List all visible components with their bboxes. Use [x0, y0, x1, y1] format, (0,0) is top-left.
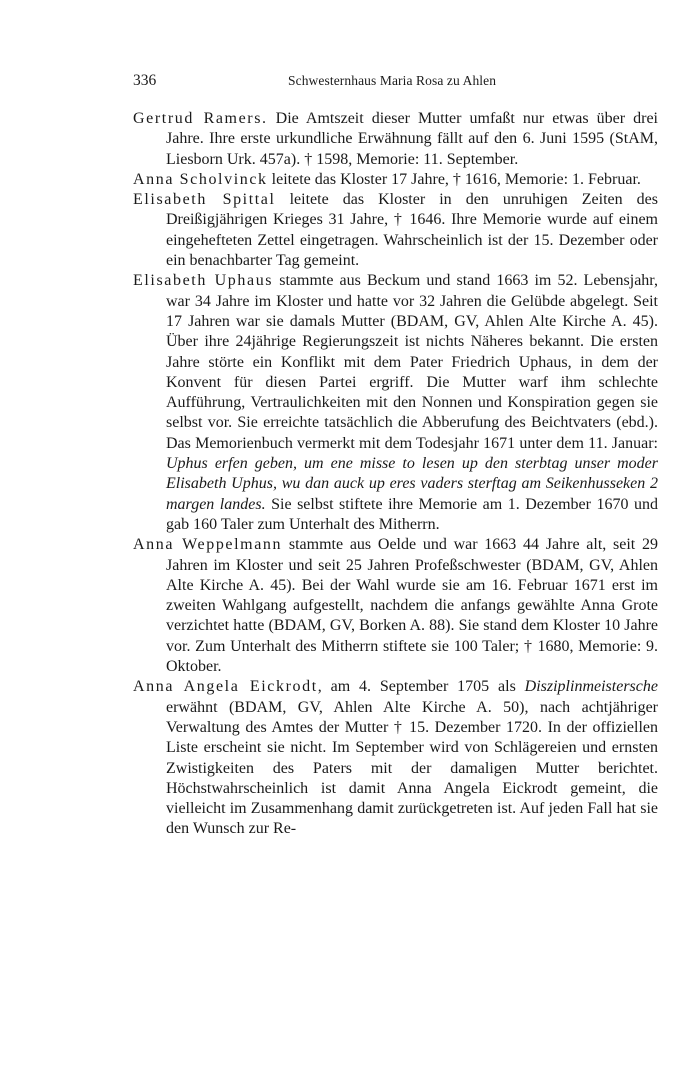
entry-quote: Disziplinmeistersche — [524, 678, 658, 696]
page-body — [133, 109, 658, 840]
page-header — [133, 72, 658, 92]
entry-name: Anna Scholvinck — [133, 170, 268, 188]
entry-text: , am 4. September 1705 als — [317, 678, 525, 696]
entry-anna-weppelmann — [133, 535, 658, 677]
entry-name: Elisabeth Uphaus — [133, 272, 274, 290]
entry-text: leitete das Kloster in den unruhigen Zeiten des Dreißigjährigen Krieges 31 Jahre, † 1646. Ihre Memorie wurde auf einem eingehefteten Zettel eingetragen. Wahrscheinlich ist der 15. Dezember oder ein benachbarter Tag gemeint. — [166, 191, 658, 270]
entry-elisabeth-spittal — [133, 190, 658, 271]
entry-name: Anna Angela Eickrodt — [133, 678, 318, 696]
entry-text: stammte aus Beckum und stand 1663 im 52. Lebensjahr, war 34 Jahre im Kloster und hatte vor 32 Jahren die Gelübde abgelegt. Seit 17 Jahren war sie damals Mutter (BDAM, GV, Ahlen Alte Kirche A. 45). Über ihre 24jährige Regierungszeit ist nichts Näheres bekannt. Die ersten Jahre störte ein Konflikt mit dem Pater Friedrich Uphaus, in dem der Konvent für diesen Partei ergriff. Die Mutter warf ihm schlechte Aufführung, Vertraulichkeiten mit den Nonnen und Konspiration gegen sie selbst vor. Sie erreichte tatsächlich die Abberufung des Beichtvaters (ebd.). Das Memorienbuch vermerkt mit dem Todesjahr 1671 unter dem 11. Januar: — [166, 272, 658, 452]
entry-name: Gertrud Ramers. — [133, 110, 268, 127]
entry-text: Die Amtszeit dieser Mutter umfaßt nur etwas über drei Jahre. Ihre erste urkundliche Erwähnung fällt auf den 6. Juni 1595 (StAM, Liesborn Urk. 457a). † 1598, Memorie: 11. September. — [166, 110, 658, 168]
entry-text-after: Sie selbst stiftete ihre Memorie am 1. Dezember 1670 und gab 160 Taler zum Unterhalt des Mitherrn. — [166, 495, 659, 533]
entry-gertrud-ramers — [133, 109, 658, 170]
entry-name: Elisabeth Spittal — [133, 191, 276, 209]
entry-name: Anna Weppelmann — [133, 536, 283, 554]
entry-text: stammte aus Oelde und war 1663 44 Jahre alt, seit 29 Jahren im Kloster und seit 25 Jahren Profeßschwester (BDAM, GV, Ahlen Alte Kirche A. 45). Bei der Wahl wurde sie am 16. Februar 1671 erst im zweiten Wahlgang aufgestellt, nachdem die anfangs gewählte Anna Grote verzichtet hatte (BDAM, GV, Borken A. 88). Sie stand dem Kloster 10 Jahre vor. Zum Unterhalt des Mitherrn stiftete sie 100 Taler; † 1680, Memorie: 9. Oktober. — [166, 536, 658, 676]
entry-elisabeth-uphaus — [133, 271, 658, 535]
entry-anna-angela-eickrodt — [133, 677, 658, 839]
entry-text: leitete das Kloster 17 Jahre, † 1616, Memorie: 1. Februar. — [267, 170, 641, 188]
page-number: 336 — [133, 72, 157, 89]
running-head: Schwesternhaus Maria Rosa zu Ahlen — [288, 73, 497, 88]
entry-text-after: erwähnt (BDAM, GV, Ahlen Alte Kirche A. 50), nach achtjähriger Verwaltung des Amtes der Mutter † 15. Dezember 1720. In der offiziellen Liste erscheint sie nicht. Im September wird von Schlägereien und ernsten Zwistigkeiten des Paters mit der damaligen Mutter berichtet. Höchstwahrscheinlich ist damit Anna Angela Eickrodt gemeint, die vielleicht im Zusammenhang damit zurückgetreten ist. Auf jeden Fall hat sie den Wunsch zur Re- — [166, 698, 658, 838]
entry-anna-scholvinck — [133, 170, 658, 190]
entry-quote: Uphus erfen geben, um ene misse to lesen up den sterbtag unser moder Elisabeth Uphus, wu dan auck up eres vaders sterftag am Seikenhusseken 2 margen landes. — [166, 455, 658, 513]
